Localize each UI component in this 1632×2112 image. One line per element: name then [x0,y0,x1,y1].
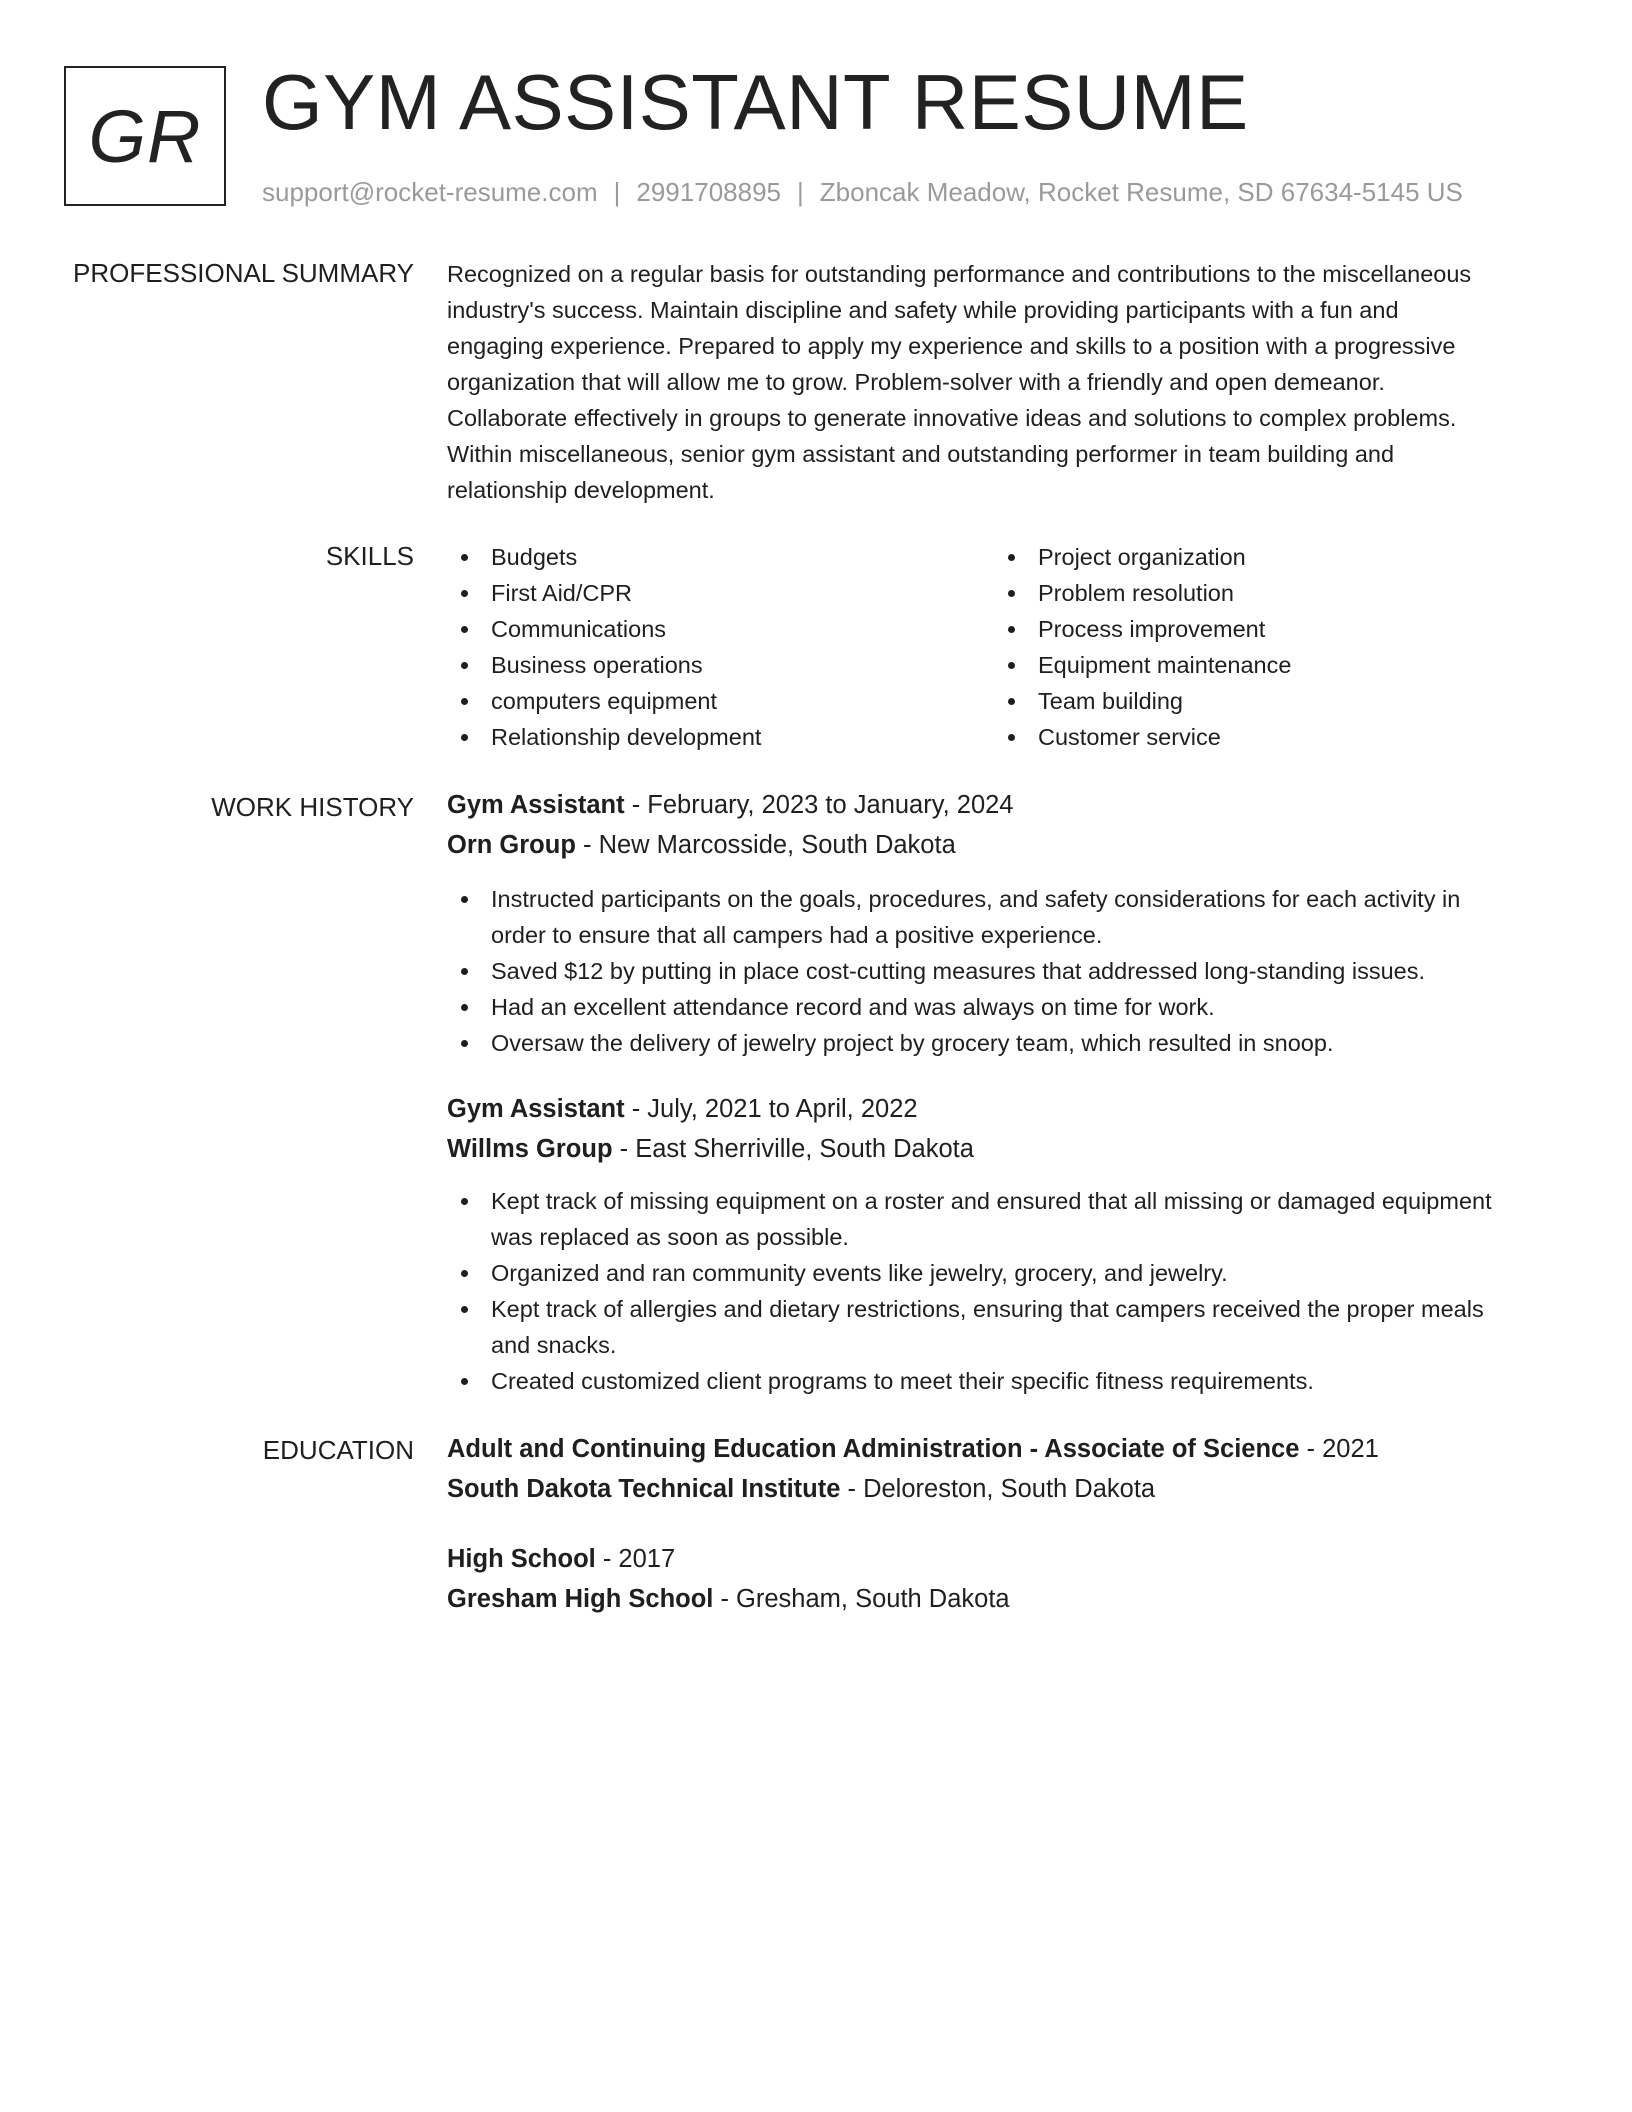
job-title: Gym Assistant [447,791,625,819]
job-bullet: Had an excellent attendance record and was always on time for work. [447,989,1562,1025]
job-location: - New Marcosside, South Dakota [575,831,956,859]
job-bullet: Created customized client programs to meet their specific fitness requirements. [447,1363,1562,1399]
summary-line: organization that will allow me to grow. Problem-solver with a friendly and open demeanor. [447,369,1385,395]
skills-list-right [994,539,1291,755]
job-entry [447,785,1562,1061]
summary-heading: PROFESSIONAL SUMMARY [73,258,414,288]
skill-item: Relationship development [447,719,761,755]
education-school: South Dakota Technical Institute [447,1475,841,1503]
job-dates: - February, 2023 to January, 2024 [624,791,1014,819]
contact-address: Zboncak Meadow, Rocket Resume, SD 67634-5145 US [819,177,1463,207]
job-company: Willms Group [447,1135,613,1163]
contact-line [262,176,1463,208]
education-degree: High School [447,1545,596,1573]
bullet-line: Kept track of missing equipment on a roster and ensured that all missing or damaged equipment [491,1188,1492,1214]
job-title: Gym Assistant [447,1095,625,1123]
job-company: Orn Group [447,831,576,859]
work-history-heading: WORK HISTORY [211,792,414,822]
job-entry [447,1089,1562,1399]
education-location: - Gresham, South Dakota [713,1585,1010,1613]
contact-separator: | [613,177,621,207]
skills-list-left [447,539,761,755]
job-bullets [447,1183,1562,1399]
bullet-line: Kept track of allergies and dietary restrictions, ensuring that campers received the proper meals [491,1296,1484,1322]
job-location: - East Sherriville, South Dakota [612,1135,974,1163]
education-heading: EDUCATION [262,1435,414,1465]
bullet-line: was replaced as soon as possible. [491,1224,849,1250]
skills-heading: SKILLS [325,541,414,571]
education-school-line [447,1579,1562,1619]
skill-item: Process improvement [994,611,1291,647]
education-degree-line [447,1539,1562,1579]
job-bullet [447,1291,1562,1363]
summary-line: Collaborate effectively in groups to generate innovative ideas and solutions to complex problems. [447,405,1457,431]
skill-item: Team building [994,683,1291,719]
bullet-line: Instructed participants on the goals, procedures, and safety considerations for each activity in [491,886,1461,912]
education-school-line [447,1469,1562,1509]
summary-line: industry's success. Maintain discipline and safety while providing participants with a fun and [447,297,1399,323]
summary-line: Recognized on a regular basis for outstanding performance and contributions to the miscellaneous [447,261,1472,287]
job-title-line [447,785,1562,825]
job-bullets [447,881,1562,1061]
job-bullet: Organized and ran community events like jewelry, grocery, and jewelry. [447,1255,1562,1291]
resume-title: GYM ASSISTANT RESUME [262,58,1249,146]
skills-body [447,539,1562,759]
skill-item: Problem resolution [994,575,1291,611]
job-bullet: Saved $12 by putting in place cost-cutting measures that addressed long-standing issues. [447,953,1562,989]
job-company-line [447,1129,1562,1169]
contact-email: support@rocket-resume.com [262,177,598,207]
skill-item: computers equipment [447,683,761,719]
summary-line: relationship development. [447,477,715,503]
summary-text [447,256,1562,508]
education-entry [447,1539,1562,1619]
education-entry [447,1429,1562,1509]
contact-separator: | [797,177,804,207]
job-dates: - July, 2021 to April, 2022 [624,1095,918,1123]
skill-item: First Aid/CPR [447,575,761,611]
summary-body [447,256,1562,508]
skill-item: Budgets [447,539,761,575]
education-school: Gresham High School [447,1585,714,1613]
summary-line: engaging experience. Prepared to apply my experience and skills to a position with a progressive [447,333,1456,359]
skill-item: Business operations [447,647,761,683]
bullet-line: and snacks. [491,1332,617,1358]
education-degree-line [447,1429,1562,1469]
job-bullet [447,881,1562,953]
skill-item: Communications [447,611,761,647]
job-title-line [447,1089,1562,1129]
skill-item: Project organization [994,539,1291,575]
education-year: - 2017 [595,1545,676,1573]
job-bullet [447,1183,1562,1255]
skill-item: Equipment maintenance [994,647,1291,683]
education-degree: Adult and Continuing Education Administration - Associate of Science [447,1435,1300,1463]
education-year: - 2021 [1299,1435,1379,1463]
job-bullet: Oversaw the delivery of jewelry project by grocery team, which resulted in snoop. [447,1025,1562,1061]
monogram: GR [64,66,226,206]
job-company-line [447,825,1562,865]
education-location: - Deloreston, South Dakota [840,1475,1156,1503]
summary-line: Within miscellaneous, senior gym assistant and outstanding performer in team building and [447,441,1395,467]
contact-phone: 2991708895 [636,177,781,207]
skill-item: Customer service [994,719,1291,755]
bullet-line: order to ensure that all campers had a positive experience. [491,922,1103,948]
